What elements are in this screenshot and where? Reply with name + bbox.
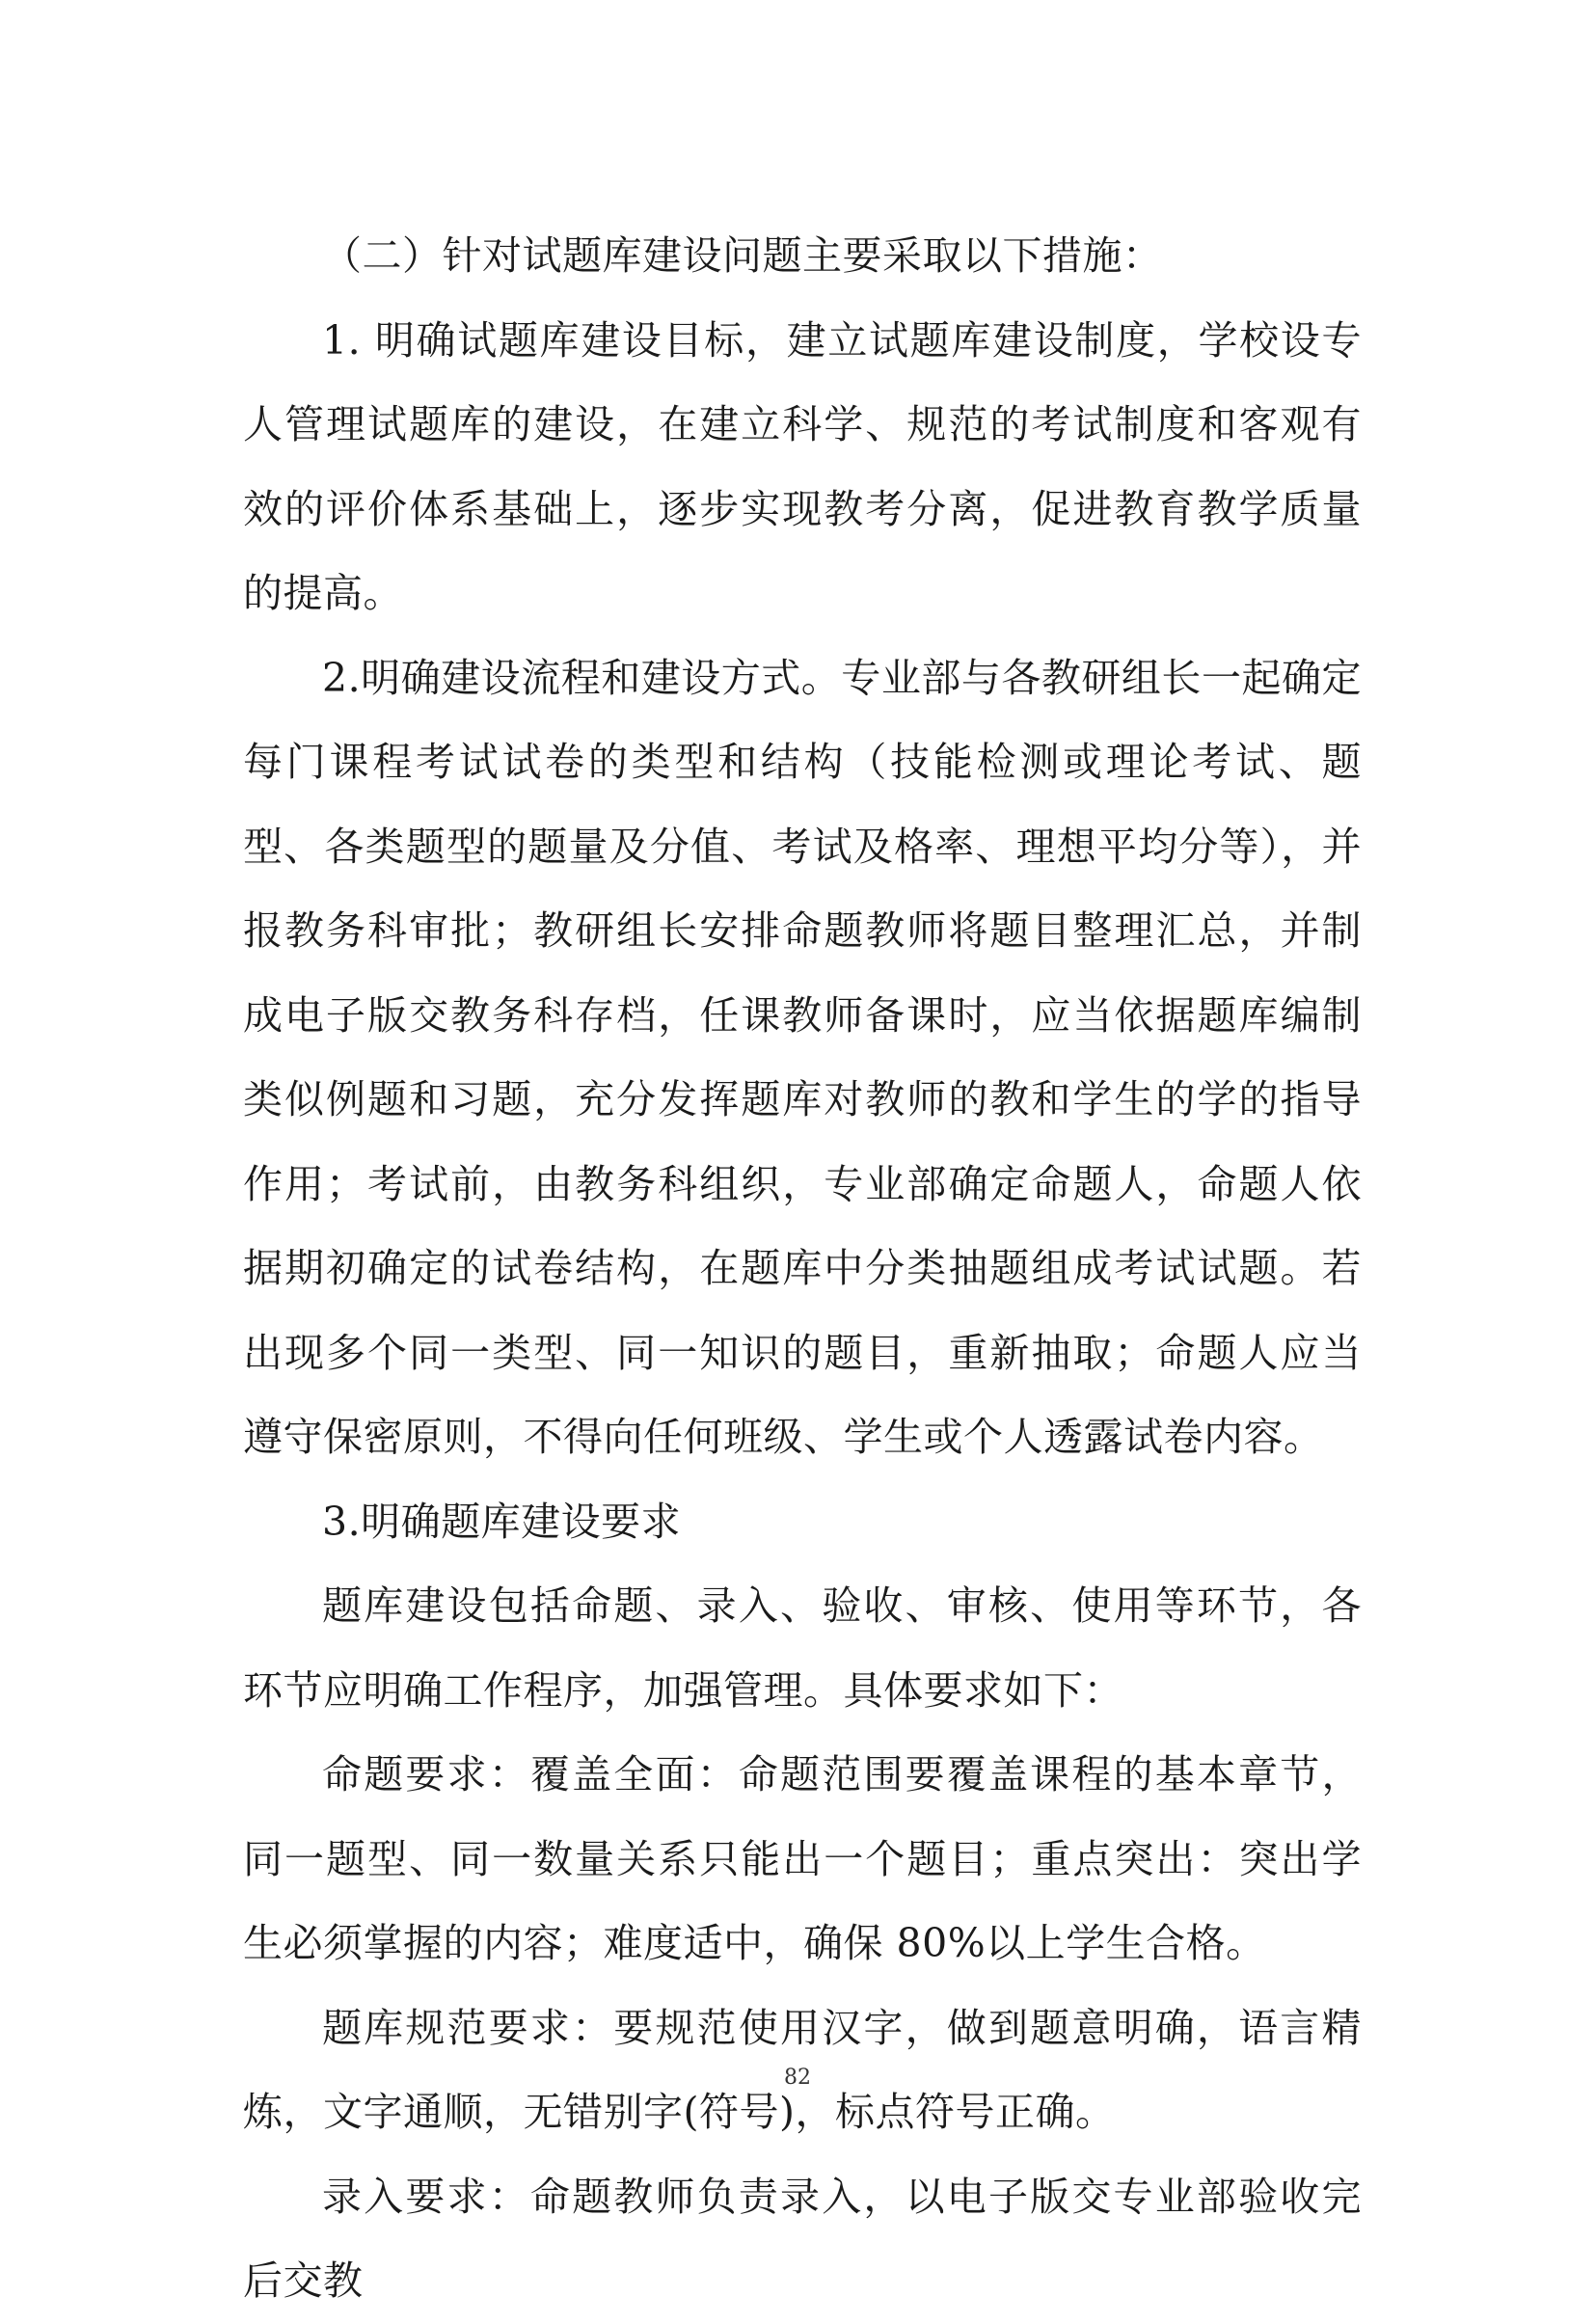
- paragraph-item-1: 1. 明确试题库建设目标，建立试题库建设制度，学校设专人管理试题库的建设，在建立科学、规范的考试制度和客观有效的评价体系基础上，逐步实现教考分离，促进教育教学质量的提高。: [243, 316, 1362, 616]
- document-body: [243, 214, 1362, 2324]
- page-number: 82: [784, 2066, 811, 2090]
- paragraph-standard-requirements: 题库规范要求：要规范使用汉字，做到题意明确，语言精炼，文字通顺，无错别字(符号)，标点符号正确。: [243, 2004, 1362, 2135]
- paragraph-item-2: 2.明确建设流程和建设方式。专业部与各教研组长一起确定每门课程考试试卷的类型和结构（技能检测或理论考试、题型、各类题型的题量及分值、考试及格率、理想平均分等），并报教务科审批；教研组长安排命题教师将题目整理汇总，并制成电子版交教务科存档，任课教师备课时，应当依据题库编制类似例题和习题，充分发挥题库对教师的教和学生的学的指导作用；考试前，由教务科组织，专业部确定命题人，命题人依据期初确定的试卷结构，在题库中分类抽题组成考试试题。若出现多个同一类型、同一知识的题目，重新抽取；命题人应当遵守保密原则，不得向任何班级、学生或个人透露试卷内容。: [243, 654, 1362, 1460]
- paragraph-question-requirements: 命题要求：覆盖全面：命题范围要覆盖课程的基本章节，同一题型、同一数量关系只能出一个题目；重点突出：突出学生必须掌握的内容；难度适中，确保 80%以上学生合格。: [243, 1751, 1362, 1966]
- paragraph-entry-requirements: 录入要求：命题教师负责录入，以电子版交专业部验收完后交教: [243, 2173, 1362, 2304]
- paragraph-measures-heading: （二）针对试题库建设问题主要采取以下措施：: [322, 232, 1163, 279]
- paragraph-bank-construction: 题库建设包括命题、录入、验收、审核、使用等环节，各环节应明确工作程序，加强管理。具体要求如下：: [243, 1582, 1362, 1714]
- paragraph-item-3-heading: 3.明确题库建设要求: [322, 1498, 682, 1545]
